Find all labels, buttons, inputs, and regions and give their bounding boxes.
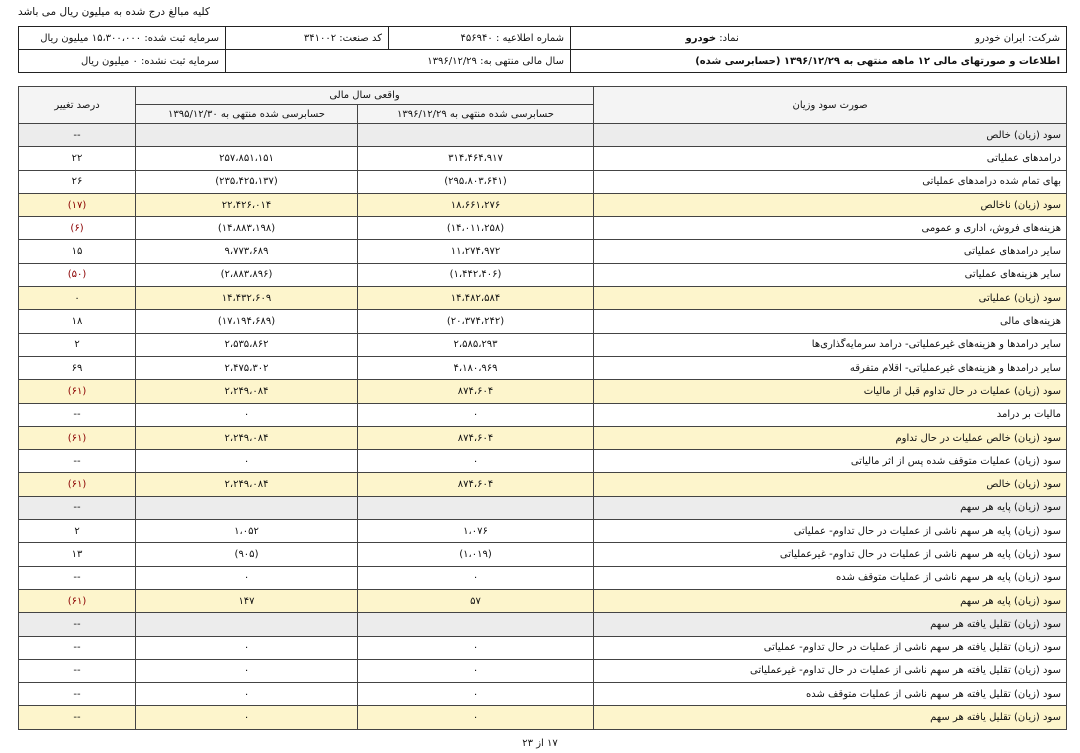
row-prior-value: ۲۵۷،۸۵۱،۱۵۱ [136,147,358,170]
row-current-value: (۲۰،۳۷۴،۲۴۲) [358,310,594,333]
table-row [19,450,1067,473]
row-prior-value: ۲،۴۷۵،۳۰۲ [136,356,358,379]
row-current-value: (۱،۴۴۲،۴۰۶) [358,263,594,286]
row-change-pct: ۲ [19,333,136,356]
row-label: مالیات بر درامد [594,403,1067,426]
row-current-value: ۴،۱۸۰،۹۶۹ [358,356,594,379]
table-row [19,520,1067,543]
row-label: سود (زیان) خالص [594,473,1067,496]
company-cell [571,27,1067,50]
row-prior-value [136,124,358,147]
table-row [19,589,1067,612]
row-current-value: ۱۱،۲۷۴،۹۷۲ [358,240,594,263]
industry-cell [226,27,389,50]
row-current-value [358,613,594,636]
row-label: سود (زیان) تقلیل یافته هر سهم ناشی از عملیات متوقف شده [594,683,1067,706]
page-number: ۱۷ از ۲۳ [522,738,558,749]
row-prior-value: ۰ [136,659,358,682]
report-title: اطلاعات و صورتهای مالی ۱۲ ماهه منتهی به ۱۳۹۶/۱۲/۲۹ (حسابرسی شده) [571,50,1067,73]
row-prior-value: (۹۰۵) [136,543,358,566]
row-current-value: ۰ [358,706,594,729]
row-current-value: ۸۷۴،۶۰۴ [358,380,594,403]
unregistered-capital-cell [19,50,226,73]
unregistered-capital-value: ۰ میلیون ریال [80,55,138,67]
row-label: سود (زیان) تقلیل یافته هر سهم ناشی از عملیات در حال تداوم- غیرعملیاتی [594,659,1067,682]
row-change-pct: ۲۶ [19,170,136,193]
row-label: سود (زیان) تقلیل یافته هر سهم ناشی از عملیات در حال تداوم- عملیاتی [594,636,1067,659]
table-row [19,147,1067,170]
row-prior-value: (۱۷،۱۹۴،۶۸۹) [136,310,358,333]
row-prior-value: ۰ [136,450,358,473]
notice-number: ۴۵۶۹۴۰ [460,32,493,44]
row-label: سود (زیان) پایه هر سهم ناشی از عملیات متوقف شده [594,566,1067,589]
row-label: سود (زیان) عملیات متوقف شده پس از اثر مالیاتی [594,450,1067,473]
row-prior-value: ۱۴،۴۳۲،۶۰۹ [136,287,358,310]
row-label: سایر هزینه‌های عملیاتی [594,263,1067,286]
table-row [19,496,1067,519]
row-change-pct: -- [19,683,136,706]
row-prior-value: ۲۲،۴۲۶،۰۱۴ [136,193,358,216]
row-current-value: ۰ [358,636,594,659]
unregistered-capital-label: سرمایه ثبت نشده: [141,55,219,67]
table-row [19,333,1067,356]
header-actual-fy: واقعی سال مالی [136,87,594,105]
row-change-pct: (۱۷) [19,193,136,216]
header-item: صورت سود وزیان [594,87,1067,124]
row-change-pct: ۲۲ [19,147,136,170]
row-current-value: ۰ [358,403,594,426]
row-prior-value: ۰ [136,403,358,426]
row-prior-value: ۹،۷۷۳،۶۸۹ [136,240,358,263]
table-row [19,403,1067,426]
row-change-pct: -- [19,566,136,589]
row-label: سایر درامدها و هزینه‌های غیرعملیاتی- درامد سرمایه‌گذاری‌ها [594,333,1067,356]
row-label: هزینه‌های مالی [594,310,1067,333]
row-current-value [358,496,594,519]
row-change-pct: ۶۹ [19,356,136,379]
row-prior-value: ۰ [136,706,358,729]
table-row [19,263,1067,286]
amounts-note: کلیه مبالغ درج شده به میلیون ریال می باشد [18,6,210,18]
row-change-pct: ۱۳ [19,543,136,566]
row-current-value: ۱۸،۶۶۱،۲۷۶ [358,193,594,216]
industry-label: کد صنعت: [339,32,382,44]
row-current-value: (۲۹۵،۸۰۳،۶۴۱) [358,170,594,193]
table-row [19,683,1067,706]
income-statement-table [18,86,1067,730]
table-row [19,473,1067,496]
row-change-pct: ۰ [19,287,136,310]
row-prior-value: ۰ [136,566,358,589]
row-label: سود (زیان) تقلیل یافته هر سهم [594,706,1067,729]
row-change-pct: -- [19,496,136,519]
industry-code: ۳۴۱۰۰۲ [303,32,337,44]
row-prior-value: ۲،۵۳۵،۸۶۲ [136,333,358,356]
row-label: هزینه‌های فروش، اداری و عمومی [594,217,1067,240]
row-current-value: ۰ [358,566,594,589]
row-label: بهای تمام شده درامدهای عملیاتی [594,170,1067,193]
table-row [19,310,1067,333]
row-change-pct: -- [19,403,136,426]
company-name: ایران خودرو [975,32,1025,44]
row-current-value: ۲،۵۸۵،۲۹۳ [358,333,594,356]
row-label: سود (زیان) خالص عملیات در حال تداوم [594,426,1067,449]
table-row [19,193,1067,216]
capital-cell [19,27,226,50]
row-current-value: (۱۴،۰۱۱،۲۵۸) [358,217,594,240]
row-label: سایر درامدها و هزینه‌های غیرعملیاتی- اقلام متفرقه [594,356,1067,379]
company-label: شرکت: [1028,32,1060,44]
table-row [19,706,1067,729]
table-row [19,240,1067,263]
row-change-pct: (۵۰) [19,263,136,286]
row-current-value: ۰ [358,450,594,473]
fiscal-year-value: ۱۳۹۶/۱۲/۲۹ [427,55,477,67]
notice-label: شماره اطلاعیه : [495,32,564,44]
row-label: سود (زیان) عملیات در حال تداوم قبل از مالیات [594,380,1067,403]
row-label: سود (زیان) تقلیل یافته هر سهم [594,613,1067,636]
row-change-pct: (۶۱) [19,426,136,449]
row-current-value: ۸۷۴،۶۰۴ [358,473,594,496]
row-label: سود (زیان) پایه هر سهم [594,589,1067,612]
row-current-value: ۳۱۴،۴۶۴،۹۱۷ [358,147,594,170]
row-change-pct: (۶۱) [19,589,136,612]
row-change-pct: -- [19,124,136,147]
row-prior-value: ۰ [136,683,358,706]
row-label: سود (زیان) پایه هر سهم ناشی از عملیات در حال تداوم- عملیاتی [594,520,1067,543]
symbol-value: خودرو [685,32,717,44]
row-current-value: ۰ [358,683,594,706]
row-label: سود (زیان) ناخالص [594,193,1067,216]
capital-value: ۱۵،۳۰۰،۰۰۰ میلیون ریال [40,32,142,44]
row-change-pct: -- [19,613,136,636]
table-row [19,124,1067,147]
header-change-pct: درصد تغییر [19,87,136,124]
row-label: سود (زیان) خالص [594,124,1067,147]
table-row [19,566,1067,589]
table-row [19,426,1067,449]
row-label: سود (زیان) عملیاتی [594,287,1067,310]
row-prior-value: (۲،۸۸۳،۸۹۶) [136,263,358,286]
row-change-pct: -- [19,636,136,659]
row-change-pct: ۲ [19,520,136,543]
row-change-pct: (۶) [19,217,136,240]
row-change-pct: ۱۸ [19,310,136,333]
fiscal-year-cell [226,50,571,73]
row-current-value: ۸۷۴،۶۰۴ [358,426,594,449]
row-current-value: ۰ [358,659,594,682]
capital-label: سرمایه ثبت شده: [144,32,219,44]
row-change-pct: ۱۵ [19,240,136,263]
row-current-value: (۱،۰۱۹) [358,543,594,566]
row-label: سود (زیان) پایه هر سهم ناشی از عملیات در حال تداوم- غیرعملیاتی [594,543,1067,566]
row-prior-value: ۰ [136,636,358,659]
row-prior-value: ۱،۰۵۲ [136,520,358,543]
symbol-label: نماد: [719,32,739,44]
row-change-pct: (۶۱) [19,380,136,403]
row-current-value: ۱،۰۷۶ [358,520,594,543]
row-prior-value: (۲۳۵،۴۲۵،۱۳۷) [136,170,358,193]
row-label: سایر درامدهای عملیاتی [594,240,1067,263]
table-row [19,613,1067,636]
table-row [19,543,1067,566]
row-prior-value: ۲،۲۴۹،۰۸۴ [136,380,358,403]
fiscal-year-label: سال مالی منتهی به: [480,55,564,67]
report-header [18,26,1067,73]
notice-cell [389,27,571,50]
table-row [19,659,1067,682]
table-row [19,636,1067,659]
table-row [19,380,1067,403]
table-row [19,217,1067,240]
row-change-pct: -- [19,659,136,682]
row-current-value: ۵۷ [358,589,594,612]
row-current-value: ۱۴،۴۸۲،۵۸۴ [358,287,594,310]
row-prior-value [136,496,358,519]
row-prior-value: (۱۴،۸۸۳،۱۹۸) [136,217,358,240]
row-prior-value: ۲،۲۴۹،۰۸۴ [136,473,358,496]
row-change-pct: -- [19,706,136,729]
table-row [19,356,1067,379]
header-prior-period: حسابرسی شده منتهی به ۱۳۹۵/۱۲/۳۰ [136,105,358,124]
row-change-pct: -- [19,450,136,473]
row-prior-value: ۱۴۷ [136,589,358,612]
row-current-value [358,124,594,147]
table-row [19,287,1067,310]
row-prior-value: ۲،۲۴۹،۰۸۴ [136,426,358,449]
table-row [19,170,1067,193]
row-prior-value [136,613,358,636]
row-change-pct: (۶۱) [19,473,136,496]
row-label: سود (زیان) پایه هر سهم [594,496,1067,519]
header-current-period: حسابرسی شده منتهی به ۱۳۹۶/۱۲/۲۹ [358,105,594,124]
row-label: درامدهای عملیاتی [594,147,1067,170]
